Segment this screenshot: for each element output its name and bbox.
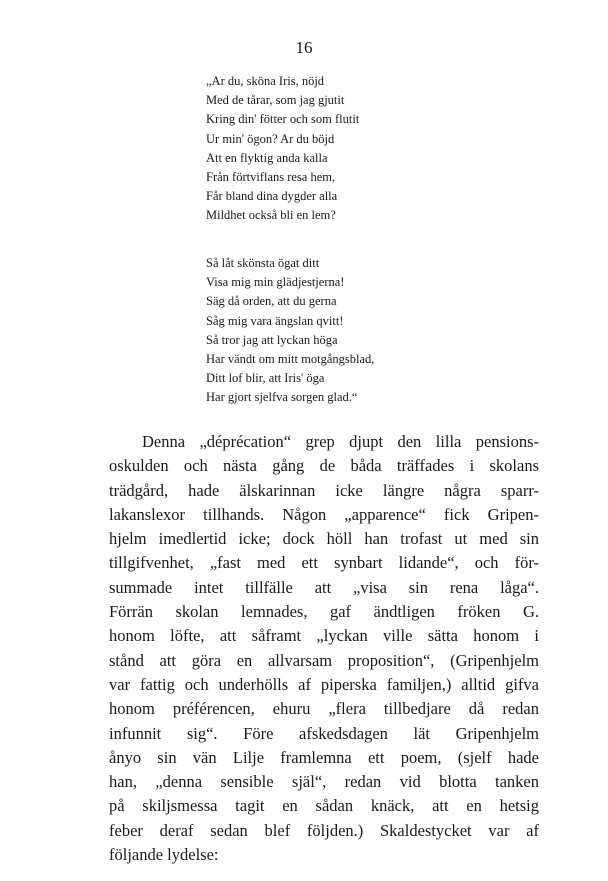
poem-line: Mildhet också bli en lem? [206, 208, 336, 223]
prose-line: han, „denna sensible själ“, redan vid blotta tanken [109, 772, 539, 792]
prose-line: Denna „déprécation“ grep djupt den lilla pensions- [142, 432, 539, 451]
prose-line: på skiljsmessa tagit en sådan knäck, att en hetsig [109, 796, 539, 816]
page-number: 16 [295, 38, 313, 57]
poem-stanza-2 [206, 254, 374, 408]
prose-line: lakanslexor tillhands. Någon „apparence“ fick Gripen- [109, 504, 539, 524]
poem-stanza-1 [206, 72, 359, 226]
poem-line: „Ar du, sköna Iris, nöjd [206, 74, 325, 88]
prose-line: stånd att göra en allvarsam proposition“, (Gripenhjelm [109, 650, 539, 670]
poem-line: Kring din' fötter och som flutit [206, 112, 360, 127]
prose-line: feber deraf sedan blef följden.) Skaldestycket var af [109, 820, 539, 840]
poem-line: Så låt skönsta ögat ditt [206, 256, 320, 270]
prose-line: hjelm imedlertid icke; dock höll han trofast ut med sin [109, 529, 539, 549]
prose-line: honom löfte, att såframt „lyckan ville sätta honom i [109, 626, 539, 646]
prose-paragraph [109, 430, 539, 867]
poem-line: Att en flyktig anda kalla [206, 150, 328, 165]
poem-line: Har gjort sjelfva sorgen glad.“ [206, 390, 358, 405]
prose-line: var fattig och underhölls af piperska familjen,) alltid gifva [109, 674, 539, 694]
prose-line: följande lydelse: [109, 845, 219, 865]
prose-line: Förrän skolan lemnades, gaf ändtligen fröken G. [109, 602, 539, 622]
poem-line: Får bland dina dygder alla [206, 189, 338, 204]
prose-line: honom préférencen, ehuru „flera tillbedjare då redan [109, 699, 539, 719]
poem-line: Säg då orden, att du gerna [206, 294, 337, 309]
poem-line: Såg mig vara ängslan qvitt! [206, 313, 344, 328]
prose-line: summade intet tillfälle att „visa sin rena låga“. [109, 577, 539, 597]
prose-line: oskulden och nästa gång de båda träffades i skolans [109, 456, 539, 476]
poem-line: Från förtviflans resa hem, [206, 170, 336, 185]
prose-line: tillgifvenhet, „fast med ett synbart lidande“, och för- [109, 553, 539, 573]
poem-line: Har vändt om mitt motgångsblad, [206, 352, 375, 367]
poem-line: Så tror jag att lyckan höga [206, 332, 338, 347]
prose-line: infunnit sig“. Före afskedsdagen lät Gripenhjelm [109, 723, 539, 743]
prose-line: trädgård, hade älskarinnan icke längre några sparr- [109, 480, 539, 500]
poem-line: Visa mig min glädjestjerna! [206, 275, 345, 290]
poem-line: Ur min' ögon? Ar du böjd [206, 131, 335, 146]
prose-line: ånyo sin vän Lilje framlemna ett poem, (sjelf hade [109, 747, 539, 767]
poem-line: Med de tårar, som jag gjutit [206, 93, 345, 108]
poem-line: Ditt lof blir, att Iris' öga [206, 371, 325, 386]
